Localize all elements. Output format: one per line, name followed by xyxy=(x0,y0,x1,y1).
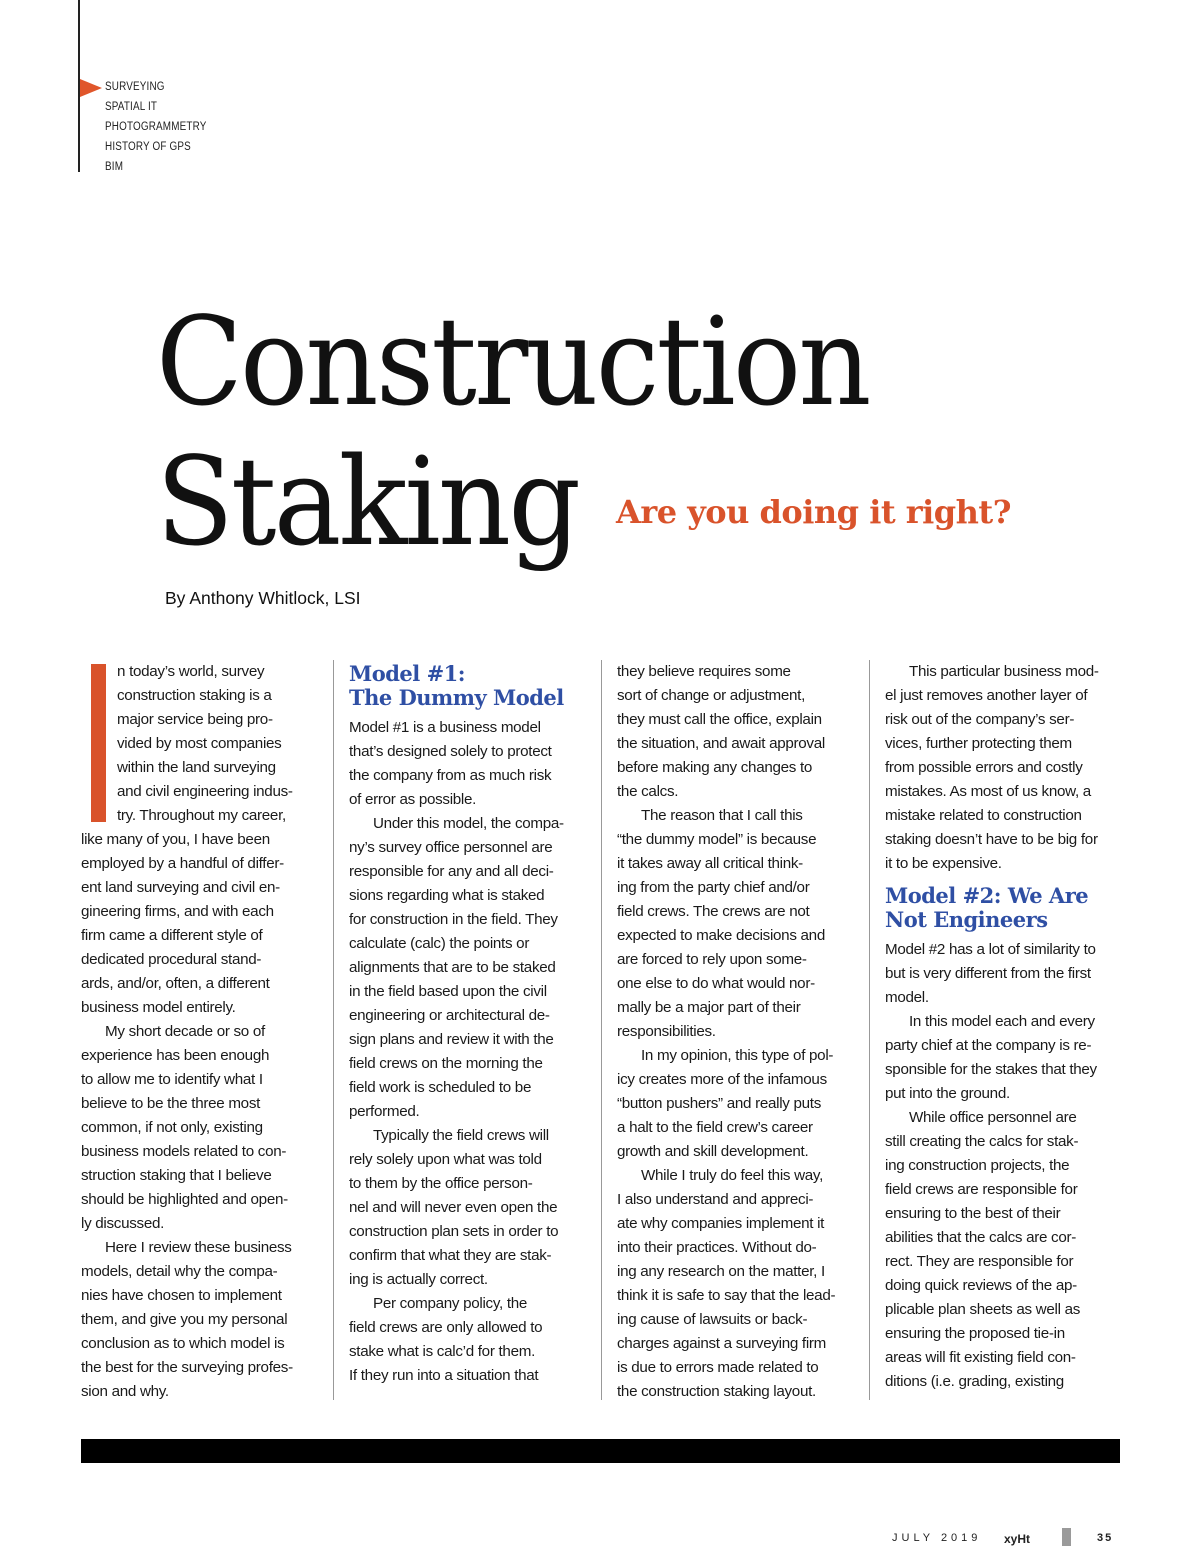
column-2-body xyxy=(349,716,589,1388)
text-line: major service being pro- xyxy=(117,711,273,728)
nav-item-surveying[interactable]: SURVEYING xyxy=(105,81,165,93)
text-line: still creating the calcs for stak- xyxy=(885,1133,1079,1150)
text-line: engineering or architectural de- xyxy=(349,1007,550,1024)
text-line: ditions (i.e. grading, existing xyxy=(885,1373,1064,1390)
section-nav xyxy=(80,77,223,177)
text-line: ards, and/or, often, a different xyxy=(81,975,270,992)
text-line: they must call the office, explain xyxy=(617,711,822,728)
text-line: construction staking is a xyxy=(117,687,272,704)
text-line: the situation, and await approval xyxy=(617,735,825,752)
text-line: experience has been enough xyxy=(81,1047,270,1064)
text-line: sign plans and review it with the xyxy=(349,1031,554,1048)
text-line: in the field based upon the civil xyxy=(349,983,547,1000)
text-line: of error as possible. xyxy=(349,791,477,808)
text-line: risk out of the company’s ser- xyxy=(885,711,1075,728)
text-line: ent land surveying and civil en- xyxy=(81,879,280,896)
text-line: but is very different from the first xyxy=(885,965,1091,982)
text-line: While office personnel are xyxy=(909,1109,1077,1126)
text-line: alignments that are to be staked xyxy=(349,959,556,976)
text-line: “the dummy model” is because xyxy=(617,831,817,848)
text-line: should be highlighted and open- xyxy=(81,1191,288,1208)
text-line: a halt to the field crew’s career xyxy=(617,1119,813,1136)
text-line: sort of change or adjustment, xyxy=(617,687,806,704)
text-line: icy creates more of the infamous xyxy=(617,1071,827,1088)
nav-item-history-of-gps[interactable]: HISTORY OF GPS xyxy=(105,141,191,153)
text-line: confirm that what they are stak- xyxy=(349,1247,552,1264)
text-line: mistake related to construction xyxy=(885,807,1082,824)
text-line: ing from the party chief and/or xyxy=(617,879,810,896)
text-line: rely solely upon what was told xyxy=(349,1151,542,1168)
text-line: them, and give you my personal xyxy=(81,1311,288,1328)
footer-bar xyxy=(81,1439,1120,1463)
text-line: If they run into a situation that xyxy=(349,1367,539,1384)
text-line: plicable plan sheets as well as xyxy=(885,1301,1081,1318)
text-line: responsible for any and all deci- xyxy=(349,863,554,880)
heading-line: Model #2: We Are xyxy=(885,883,1089,908)
text-line: abilities that the calcs are cor- xyxy=(885,1229,1077,1246)
text-line: The reason that I call this xyxy=(641,807,803,824)
heading-line: Model #1: xyxy=(349,661,466,686)
article-subtitle: Are you doing it right? xyxy=(616,493,1011,531)
text-line: put into the ground. xyxy=(885,1085,1010,1102)
text-line: model. xyxy=(885,989,929,1006)
text-line: el just removes another layer of xyxy=(885,687,1088,704)
text-line: firm came a different style of xyxy=(81,927,263,944)
footer-date: JULY 2019 xyxy=(892,1532,982,1544)
text-line: responsibilities. xyxy=(617,1023,716,1040)
nav-item-spatial-it[interactable]: SPATIAL IT xyxy=(105,101,158,113)
text-line: rect. They are responsible for xyxy=(885,1253,1074,1270)
text-line: Model #2 has a lot of similarity to xyxy=(885,941,1096,958)
text-line: is due to errors made related to xyxy=(617,1359,819,1376)
text-line: to allow me to identify what I xyxy=(81,1071,263,1088)
text-line: try. Throughout my career, xyxy=(117,807,286,824)
text-line: are forced to rely upon some- xyxy=(617,951,807,968)
text-line: dedicated procedural stand- xyxy=(81,951,262,968)
text-line: like many of you, I have been xyxy=(81,831,270,848)
article-column-4 xyxy=(885,660,1125,1394)
text-line: field crews on the morning the xyxy=(349,1055,543,1072)
text-line: areas will fit existing field con- xyxy=(885,1349,1076,1366)
text-line: within the land surveying xyxy=(117,759,276,776)
text-line: sions regarding what is staked xyxy=(349,887,545,904)
text-line: employed by a handful of differ- xyxy=(81,855,284,872)
text-line: sion and why. xyxy=(81,1383,169,1400)
text-line: business models related to con- xyxy=(81,1143,287,1160)
page-number: 35 xyxy=(1097,1532,1114,1544)
section-heading-model-1 xyxy=(349,662,589,710)
text-line: In my opinion, this type of pol- xyxy=(641,1047,834,1064)
text-line: for construction in the field. They xyxy=(349,911,558,928)
text-line: ensuring to the best of their xyxy=(885,1205,1061,1222)
text-line: mistakes. As most of us know, a xyxy=(885,783,1091,800)
text-line: Per company policy, the xyxy=(373,1295,528,1312)
nav-arrow-icon xyxy=(80,79,102,97)
column-4-top xyxy=(885,660,1125,876)
text-line: In this model each and every xyxy=(909,1013,1095,1030)
text-line: expected to make decisions and xyxy=(617,927,825,944)
article-column-1 xyxy=(81,660,317,1404)
text-line: into their practices. Without do- xyxy=(617,1239,817,1256)
text-line: mally be a major part of their xyxy=(617,999,801,1016)
text-line: vided by most companies xyxy=(117,735,282,752)
footer-block xyxy=(1062,1528,1071,1546)
column-rule xyxy=(869,660,870,1400)
text-line: ensuring the proposed tie-in xyxy=(885,1325,1065,1342)
text-line: field work is scheduled to be xyxy=(349,1079,532,1096)
nav-item-bim[interactable]: BIM xyxy=(105,161,124,173)
byline: By Anthony Whitlock, LSI xyxy=(165,588,361,608)
text-line: sponsible for the stakes that they xyxy=(885,1061,1097,1078)
heading-line: The Dummy Model xyxy=(349,685,564,710)
text-line: My short decade or so of xyxy=(105,1023,265,1040)
text-line: I also understand and appreci- xyxy=(617,1191,814,1208)
text-line: vices, further protecting them xyxy=(885,735,1072,752)
title-line-1: Construction xyxy=(156,291,869,433)
title-line-2: Staking xyxy=(156,431,579,573)
column-4-bottom xyxy=(885,938,1125,1394)
column-rule xyxy=(601,660,602,1400)
text-line: Here I review these business xyxy=(105,1239,292,1256)
text-line: struction staking that I believe xyxy=(81,1167,272,1184)
nav-item-photogrammetry[interactable]: PHOTOGRAMMETRY xyxy=(105,121,207,133)
text-line: think it is safe to say that the lead- xyxy=(617,1287,836,1304)
text-line: before making any changes to xyxy=(617,759,813,776)
article-column-3 xyxy=(617,660,857,1404)
text-line: ing construction projects, the xyxy=(885,1157,1070,1174)
text-line: growth and skill development. xyxy=(617,1143,809,1160)
text-line: Under this model, the compa- xyxy=(373,815,564,832)
text-line: it to be expensive. xyxy=(885,855,1002,872)
text-line: n today’s world, survey xyxy=(117,663,265,680)
footer-magazine: xyHt xyxy=(1004,1532,1031,1546)
text-line: ing any research on the matter, I xyxy=(617,1263,825,1280)
text-line: believe to be the three most xyxy=(81,1095,261,1112)
text-line: from possible errors and costly xyxy=(885,759,1083,776)
text-line: construction plan sets in order to xyxy=(349,1223,559,1240)
text-line: common, if not only, existing xyxy=(81,1119,263,1136)
text-line: they believe requires some xyxy=(617,663,791,680)
section-heading-model-2 xyxy=(885,884,1125,932)
text-line: While I truly do feel this way, xyxy=(641,1167,824,1184)
column-rule xyxy=(333,660,334,1400)
text-line: and civil engineering indus- xyxy=(117,783,293,800)
text-line: the best for the surveying profes- xyxy=(81,1359,293,1376)
text-line: nel and will never even open the xyxy=(349,1199,558,1216)
text-line: conclusion as to which model is xyxy=(81,1335,285,1352)
text-line: ing cause of lawsuits or back- xyxy=(617,1311,808,1328)
text-line: Model #1 is a business model xyxy=(349,719,541,736)
text-line: doing quick reviews of the ap- xyxy=(885,1277,1077,1294)
text-line: to them by the office person- xyxy=(349,1175,533,1192)
text-line: that’s designed solely to protect xyxy=(349,743,552,760)
text-line: ly discussed. xyxy=(81,1215,165,1232)
article-column-2 xyxy=(349,660,589,1388)
text-line: one else to do what would nor- xyxy=(617,975,815,992)
text-line: stake what is calc’d for them. xyxy=(349,1343,535,1360)
heading-line: Not Engineers xyxy=(885,907,1048,932)
text-line: performed. xyxy=(349,1103,420,1120)
text-line: field crews. The crews are not xyxy=(617,903,810,920)
text-line: ing is actually correct. xyxy=(349,1271,488,1288)
text-line: ate why companies implement it xyxy=(617,1215,825,1232)
text-line: “button pushers” and really puts xyxy=(617,1095,821,1112)
text-line: business model entirely. xyxy=(81,999,236,1016)
text-line: models, detail why the compa- xyxy=(81,1263,278,1280)
text-line: Typically the field crews will xyxy=(373,1127,549,1144)
text-line: nies have chosen to implement xyxy=(81,1287,282,1304)
text-line: the construction staking layout. xyxy=(617,1383,816,1400)
text-line: charges against a surveying firm xyxy=(617,1335,827,1352)
text-line: the company from as much risk xyxy=(349,767,552,784)
text-line: staking doesn’t have to be big for xyxy=(885,831,1098,848)
text-line: calculate (calc) the points or xyxy=(349,935,530,952)
text-line: gineering firms, and with each xyxy=(81,903,274,920)
text-line: This particular business mod- xyxy=(909,663,1099,680)
text-line: it takes away all critical think- xyxy=(617,855,803,872)
text-line: field crews are only allowed to xyxy=(349,1319,543,1336)
text-line: ny’s survey office personnel are xyxy=(349,839,553,856)
text-line: field crews are responsible for xyxy=(885,1181,1078,1198)
text-line: party chief at the company is re- xyxy=(885,1037,1092,1054)
text-line: the calcs. xyxy=(617,783,679,800)
